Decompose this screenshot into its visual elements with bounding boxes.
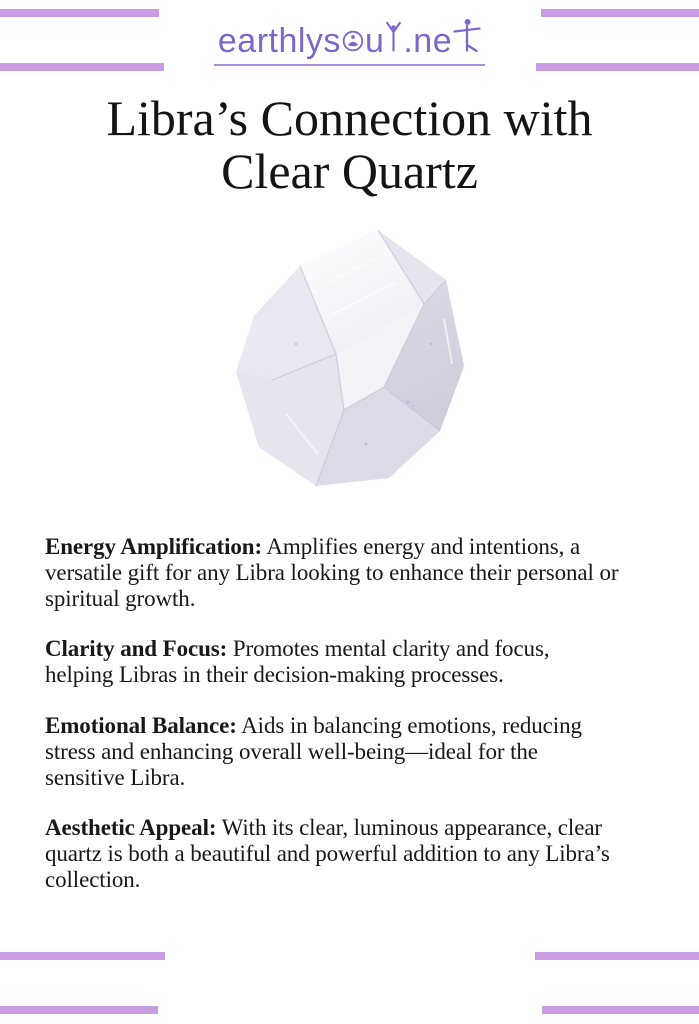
benefit-text: With its clear, luminous appearance, clear quartz is both a beautiful and powerful addition to any Libra’s collection. bbox=[45, 815, 610, 892]
site-logo bbox=[214, 18, 485, 66]
benefit-text: Promotes mental clarity and focus, helping Libras in their decision-making processes. bbox=[45, 636, 550, 688]
page-title-line-2: Clear Quartz bbox=[221, 143, 478, 199]
benefit-text: Amplifies energy and intentions, a versatile gift for any Libra looking to enhance their personal or spiritual growth. bbox=[45, 534, 619, 611]
page-title bbox=[0, 92, 699, 198]
benefit-label: Clarity and Focus: bbox=[45, 636, 228, 662]
accent-bar-bottom-right-1 bbox=[535, 952, 699, 960]
masthead bbox=[0, 18, 699, 66]
benefit-label: Energy Amplification: bbox=[45, 534, 263, 559]
dancer-t-icon bbox=[453, 18, 481, 52]
benefit-label: Aesthetic Appeal: bbox=[45, 815, 217, 841]
meditator-o-icon bbox=[342, 30, 364, 52]
page-title-line-1: Libra’s Connection with bbox=[106, 90, 593, 146]
logo-text-u: u bbox=[364, 22, 385, 60]
benefit-text: Aids in balancing emotions, reducing stress and enhancing overall well-being—ideal for the sensitive Libra. bbox=[45, 712, 582, 790]
logo-text-earthlys: earthlys bbox=[217, 22, 341, 60]
benefit-label: Emotional Balance: bbox=[45, 712, 237, 738]
benefit-energy-amplification bbox=[45, 534, 623, 611]
benefit-aesthetic-appeal bbox=[45, 815, 623, 892]
clear-quartz-image bbox=[226, 224, 474, 492]
accent-bar-bottom-right-2 bbox=[542, 1006, 699, 1014]
accent-bar-top-right-1 bbox=[541, 9, 699, 17]
accent-bar-top-left-1 bbox=[0, 9, 159, 17]
benefits-list bbox=[45, 534, 623, 918]
accent-bar-bottom-left-2 bbox=[0, 1006, 158, 1014]
benefit-emotional-balance bbox=[45, 713, 623, 790]
accent-bar-bottom-left-1 bbox=[0, 952, 165, 960]
yoga-pose-l-icon bbox=[385, 21, 402, 52]
clear-quartz-crystal-photo bbox=[226, 224, 474, 492]
benefit-clarity-and-focus bbox=[45, 636, 623, 688]
logo-text-dot-ne: .ne bbox=[403, 22, 453, 60]
